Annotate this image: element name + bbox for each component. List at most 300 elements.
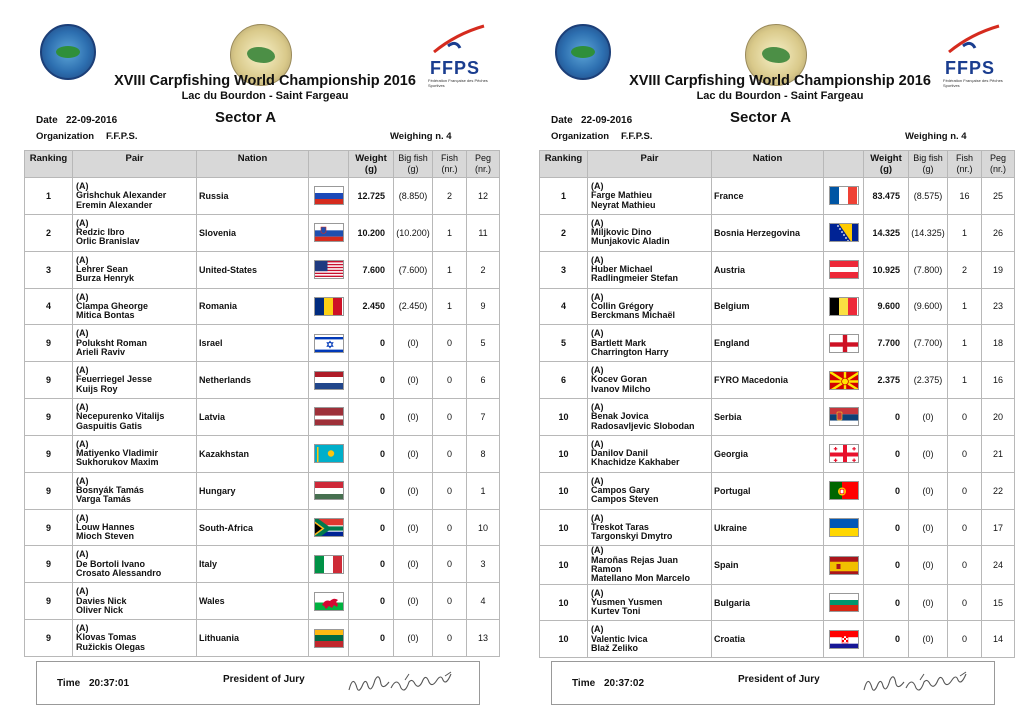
rank-cell: 4 xyxy=(540,288,588,325)
rank-cell: 10 xyxy=(540,546,588,584)
header-big-fish-unit: (g) xyxy=(922,164,934,174)
fish-count-cell: 1 xyxy=(948,214,982,251)
header-big-fish-label: Big fish xyxy=(398,153,428,163)
nation-cell: Ukraine xyxy=(712,509,824,546)
time-label: Time xyxy=(572,678,596,689)
flag-israel-icon xyxy=(314,334,344,353)
pair-angler-1: Poluksht Roman xyxy=(76,337,148,348)
organization-value: F.F.P.S. xyxy=(621,131,653,142)
fish-count-cell: 0 xyxy=(433,472,467,509)
table-row xyxy=(540,435,1015,472)
flag-cell xyxy=(824,251,864,288)
big-fish-cell: (0) xyxy=(394,399,433,436)
table-row xyxy=(25,509,500,546)
nation-cell: Bosnia Herzegovina xyxy=(712,214,824,251)
weight-cell: 0 xyxy=(864,621,909,658)
weight-cell: 83.475 xyxy=(864,178,909,215)
peg-cell: 8 xyxy=(467,435,500,472)
pair-cell xyxy=(588,399,712,436)
peg-cell: 12 xyxy=(467,178,500,215)
pair-sector: (A) xyxy=(591,180,604,191)
pair-cell xyxy=(588,546,712,584)
date-value: 22-09-2016 xyxy=(581,115,633,126)
flag-hungary-icon xyxy=(314,481,344,500)
peg-cell: 21 xyxy=(982,435,1015,472)
flag-cell xyxy=(824,362,864,399)
pair-cell xyxy=(73,178,197,215)
peg-cell: 20 xyxy=(982,399,1015,436)
pair-angler-2: Charrington Harry xyxy=(591,346,669,357)
weighing-number: Weighing n. 4 xyxy=(390,131,452,142)
weight-cell: 0 xyxy=(349,399,394,436)
pair-sector: (A) xyxy=(76,402,89,413)
rank-cell: 10 xyxy=(540,435,588,472)
peg-cell: 22 xyxy=(982,472,1015,509)
rank-cell: 4 xyxy=(25,288,73,325)
pair-angler-1: Treskot Taras xyxy=(591,521,649,532)
table-row xyxy=(540,214,1015,251)
nation-cell: Serbia xyxy=(712,399,824,436)
big-fish-cell: (0) xyxy=(909,472,948,509)
big-fish-cell: (0) xyxy=(394,620,433,657)
president-of-jury-label: President of Jury xyxy=(223,674,305,685)
pair-angler-2: Gaspuitis Gatis xyxy=(76,420,143,431)
page-title: XVIII Carpfishing World Championship 2016 xyxy=(629,73,931,89)
flag-cell xyxy=(309,472,349,509)
pair-angler-1: Miljkovic Dino xyxy=(591,227,652,238)
flag-cell xyxy=(824,509,864,546)
pair-sector: (A) xyxy=(591,365,604,376)
big-fish-cell: (0) xyxy=(909,399,948,436)
fish-count-cell: 0 xyxy=(948,509,982,546)
peg-cell: 24 xyxy=(982,546,1015,584)
peg-cell: 1 xyxy=(467,472,500,509)
nation-cell: Israel xyxy=(197,325,309,362)
pair-angler-2: Radlingmeier Stefan xyxy=(591,273,679,284)
weight-cell: 0 xyxy=(864,546,909,584)
flag-ukraine-icon xyxy=(829,518,859,537)
rank-cell: 1 xyxy=(540,178,588,215)
header-fish-unit: (nr.) xyxy=(441,164,458,174)
fish-count-cell: 0 xyxy=(948,399,982,436)
flag-cell xyxy=(824,399,864,436)
rank-cell: 9 xyxy=(25,472,73,509)
header-fish-unit: (nr.) xyxy=(956,164,973,174)
pair-sector: (A) xyxy=(591,328,604,339)
flag-macedonia-icon xyxy=(829,371,859,390)
nation-cell: Croatia xyxy=(712,621,824,658)
rank-cell: 3 xyxy=(25,251,73,288)
pair-angler-1: Collin Grégory xyxy=(591,300,654,311)
pair-angler-2: Khachidze Kakhaber xyxy=(591,457,680,468)
pair-angler-2: Sukhorukov Maxim xyxy=(76,457,159,468)
pair-sector: (A) xyxy=(76,623,89,634)
results-sheet-left xyxy=(0,0,497,723)
header-weight-label: Weight xyxy=(870,153,902,164)
nation-cell: United-States xyxy=(197,251,309,288)
weight-cell: 0 xyxy=(864,435,909,472)
flag-serbia-icon xyxy=(829,407,859,426)
fish-count-cell: 1 xyxy=(433,288,467,325)
peg-cell: 7 xyxy=(467,399,500,436)
nation-cell: Bulgaria xyxy=(712,584,824,621)
header-flag xyxy=(824,151,864,178)
header-peg-label: Peg xyxy=(474,153,491,163)
fish-count-cell: 16 xyxy=(948,178,982,215)
big-fish-cell: (7.600) xyxy=(394,251,433,288)
rank-cell: 5 xyxy=(540,325,588,362)
table-row xyxy=(540,325,1015,362)
pair-sector: (A) xyxy=(76,217,89,228)
pair-angler-1: Redzic Ibro xyxy=(76,227,125,238)
flag-cell xyxy=(309,620,349,657)
header-nation: Nation xyxy=(712,151,824,178)
nation-cell: France xyxy=(712,178,824,215)
pair-angler-2: Radosavljevic Slobodan xyxy=(591,420,695,431)
results-table xyxy=(24,150,500,657)
rank-cell: 9 xyxy=(25,362,73,399)
weight-cell: 7.600 xyxy=(349,251,394,288)
pair-sector: (A) xyxy=(76,586,89,597)
flag-cell xyxy=(824,178,864,215)
nation-cell: Slovenia xyxy=(197,214,309,251)
flag-cell xyxy=(824,546,864,584)
pair-cell xyxy=(588,509,712,546)
table-row xyxy=(25,435,500,472)
fish-count-cell: 0 xyxy=(433,435,467,472)
flag-lithuania-icon xyxy=(314,629,344,648)
nation-cell: Russia xyxy=(197,178,309,215)
table-row xyxy=(540,584,1015,621)
nation-cell: Hungary xyxy=(197,472,309,509)
pair-angler-1: Matiyenko Vladimir xyxy=(76,448,159,459)
nation-cell: Kazakhstan xyxy=(197,435,309,472)
peg-cell: 13 xyxy=(467,620,500,657)
flag-cell xyxy=(824,325,864,362)
weight-cell: 0 xyxy=(349,325,394,362)
pair-angler-1: Grishchuk Alexander xyxy=(76,190,167,201)
big-fish-cell: (2.450) xyxy=(394,288,433,325)
pair-cell xyxy=(588,214,712,251)
pair-angler-2: Ivanov Milcho xyxy=(591,383,651,394)
organization-label: Organization xyxy=(551,131,610,142)
pair-angler-2: Blaž Zeliko xyxy=(591,643,639,654)
page-subtitle: Lac du Bourdon - Saint Fargeau xyxy=(181,90,349,102)
pair-angler-1: Farge Mathieu xyxy=(591,190,653,201)
header-flag xyxy=(309,151,349,178)
peg-cell: 10 xyxy=(467,509,500,546)
pair-angler-2: Neyrat Mathieu xyxy=(591,199,656,210)
rank-cell: 9 xyxy=(25,509,73,546)
flag-bosnia-icon xyxy=(829,223,859,242)
nation-cell: Spain xyxy=(712,546,824,584)
header-weight-unit: (g) xyxy=(364,164,378,175)
nation-cell: Portugal xyxy=(712,472,824,509)
organization-label: Organization xyxy=(36,131,95,142)
pair-angler-1: Campos Gary xyxy=(591,485,650,496)
fish-count-cell: 1 xyxy=(433,214,467,251)
weight-cell: 2.450 xyxy=(349,288,394,325)
rank-cell: 2 xyxy=(540,214,588,251)
peg-cell: 4 xyxy=(467,583,500,620)
pair-cell xyxy=(73,620,197,657)
flag-cell xyxy=(309,214,349,251)
pair-sector: (A) xyxy=(591,402,604,413)
nation-cell: FYRO Macedonia xyxy=(712,362,824,399)
nation-cell: Latvia xyxy=(197,399,309,436)
pair-cell xyxy=(588,178,712,215)
championship-logo xyxy=(555,24,611,80)
fish-count-cell: 0 xyxy=(433,620,467,657)
time-value: 20:37:01 xyxy=(89,678,130,689)
flag-cell xyxy=(309,435,349,472)
flag-kazakhstan-icon xyxy=(314,444,344,463)
pair-cell xyxy=(588,325,712,362)
header-big-fish xyxy=(394,151,433,178)
flag-cell xyxy=(309,325,349,362)
big-fish-cell: (0) xyxy=(909,546,948,584)
weight-cell: 12.725 xyxy=(349,178,394,215)
fish-count-cell: 2 xyxy=(433,178,467,215)
rank-cell: 3 xyxy=(540,251,588,288)
rank-cell: 10 xyxy=(540,584,588,621)
table-row xyxy=(25,472,500,509)
rank-cell: 10 xyxy=(540,472,588,509)
flag-italy-icon xyxy=(314,555,344,574)
flag-cell xyxy=(824,288,864,325)
table-row xyxy=(25,288,500,325)
pair-angler-1: Bartlett Mark xyxy=(591,337,647,348)
header-peg xyxy=(467,151,500,178)
flag-georgia-icon xyxy=(829,444,859,463)
nation-cell: Netherlands xyxy=(197,362,309,399)
pair-cell xyxy=(73,214,197,251)
pair-sector: (A) xyxy=(591,438,604,449)
header-big-fish-unit: (g) xyxy=(407,164,419,174)
big-fish-cell: (2.375) xyxy=(909,362,948,399)
pair-angler-2: Targonskyi Dmytro xyxy=(591,531,673,542)
table-row xyxy=(25,214,500,251)
header-ranking: Ranking xyxy=(540,151,588,178)
flag-cell xyxy=(824,472,864,509)
weight-cell: 0 xyxy=(864,399,909,436)
pair-angler-1: Yusmen Yusmen xyxy=(591,596,663,607)
pair-cell xyxy=(73,509,197,546)
weight-cell: 0 xyxy=(349,509,394,546)
table-row xyxy=(25,620,500,657)
header-big-fish xyxy=(909,151,948,178)
pair-cell xyxy=(73,472,197,509)
pair-sector: (A) xyxy=(76,291,89,302)
pair-sector: (A) xyxy=(591,291,604,302)
peg-cell: 25 xyxy=(982,178,1015,215)
big-fish-cell: (14.325) xyxy=(909,214,948,251)
rank-cell: 9 xyxy=(25,325,73,362)
signature-icon xyxy=(345,668,469,700)
pair-angler-1: Feuerriegel Jesse xyxy=(76,374,153,385)
weight-cell: 0 xyxy=(864,584,909,621)
pair-angler-2: Matellano Mon Marcelo xyxy=(591,573,691,584)
weight-cell: 0 xyxy=(349,620,394,657)
header-peg-label: Peg xyxy=(989,153,1006,163)
table-row xyxy=(540,362,1015,399)
pair-angler-2: Kurtev Toni xyxy=(591,606,641,617)
pair-sector: (A) xyxy=(76,365,89,376)
table-row xyxy=(25,251,500,288)
header-big-fish-label: Big fish xyxy=(913,153,943,163)
nation-cell: Italy xyxy=(197,546,309,583)
flag-bulgaria-icon xyxy=(829,593,859,612)
pair-cell xyxy=(73,546,197,583)
table-row xyxy=(25,546,500,583)
pair-angler-2: Mitica Bontas xyxy=(76,310,135,321)
nation-cell: Wales xyxy=(197,583,309,620)
table-header-row xyxy=(25,151,500,178)
weight-cell: 0 xyxy=(349,435,394,472)
big-fish-cell: (7.700) xyxy=(909,325,948,362)
page-subtitle: Lac du Bourdon - Saint Fargeau xyxy=(696,90,864,102)
peg-cell: 16 xyxy=(982,362,1015,399)
pair-angler-2: Ružickis Olegas xyxy=(76,641,146,652)
big-fish-cell: (8.575) xyxy=(909,178,948,215)
pair-sector: (A) xyxy=(591,475,604,486)
table-row xyxy=(25,583,500,620)
flag-cell xyxy=(309,399,349,436)
date-label: Date xyxy=(36,115,58,126)
flag-cell xyxy=(309,509,349,546)
pair-angler-1: Davies Nick xyxy=(76,595,127,606)
pair-sector: (A) xyxy=(76,549,89,560)
big-fish-cell: (0) xyxy=(394,546,433,583)
flag-latvia-icon xyxy=(314,407,344,426)
pair-angler-2: Crosato Alessandro xyxy=(76,568,162,578)
peg-cell: 15 xyxy=(982,584,1015,621)
peg-cell: 2 xyxy=(467,251,500,288)
big-fish-cell: (0) xyxy=(394,509,433,546)
pair-sector: (A) xyxy=(76,512,89,523)
weight-cell: 14.325 xyxy=(864,214,909,251)
pair-sector: (A) xyxy=(591,587,604,598)
peg-cell: 14 xyxy=(982,621,1015,658)
nation-cell: Lithuania xyxy=(197,620,309,657)
pair-cell xyxy=(588,362,712,399)
pair-cell xyxy=(73,251,197,288)
pair-angler-2: Oliver Nick xyxy=(76,604,124,615)
flag-cell xyxy=(309,178,349,215)
rank-cell: 9 xyxy=(25,583,73,620)
flag-portugal-icon xyxy=(829,481,859,500)
pair-angler-1: Kocev Goran xyxy=(591,374,648,385)
big-fish-cell: (0) xyxy=(909,435,948,472)
president-of-jury-label: President of Jury xyxy=(738,674,820,685)
flag-austria-icon xyxy=(829,260,859,279)
pair-cell xyxy=(588,584,712,621)
table-row xyxy=(540,251,1015,288)
big-fish-cell: (0) xyxy=(909,621,948,658)
pair-angler-1: Necepurenko Vitalijs xyxy=(76,411,165,422)
weight-cell: 9.600 xyxy=(864,288,909,325)
pair-cell xyxy=(588,435,712,472)
table-row xyxy=(540,178,1015,215)
pair-angler-1: Clampa Gheorge xyxy=(76,300,149,311)
flag-cell xyxy=(309,583,349,620)
flag-cell xyxy=(824,435,864,472)
flag-wales-icon xyxy=(314,592,344,611)
rank-cell: 9 xyxy=(25,620,73,657)
big-fish-cell: (8.850) xyxy=(394,178,433,215)
pair-angler-2: Kuijs Roy xyxy=(76,383,118,394)
flag-cell xyxy=(824,214,864,251)
sector-heading: Sector A xyxy=(215,109,277,126)
championship-logo xyxy=(40,24,96,80)
pair-angler-1: Lehrer Sean xyxy=(76,263,129,274)
page-title: XVIII Carpfishing World Championship 2016 xyxy=(114,73,416,89)
signature-footer xyxy=(551,661,995,705)
fish-count-cell: 0 xyxy=(948,435,982,472)
header-pair: Pair xyxy=(73,151,197,178)
table-row xyxy=(540,546,1015,584)
results-table xyxy=(539,150,1015,658)
pair-angler-2: Mioch Steven xyxy=(76,531,135,542)
peg-cell: 11 xyxy=(467,214,500,251)
pair-cell xyxy=(73,362,197,399)
pair-sector: (A) xyxy=(591,217,604,228)
table-row xyxy=(540,399,1015,436)
pair-sector: (A) xyxy=(76,438,89,449)
fish-count-cell: 0 xyxy=(433,399,467,436)
flag-romania-icon xyxy=(314,297,344,316)
header-pair: Pair xyxy=(588,151,712,178)
big-fish-cell: (7.800) xyxy=(909,251,948,288)
pair-sector: (A) xyxy=(76,475,89,486)
signature-footer xyxy=(36,661,480,705)
nation-cell: England xyxy=(712,325,824,362)
rank-cell: 10 xyxy=(540,399,588,436)
pair-angler-1: Maroñas Rejas Juan Ramon xyxy=(591,554,679,575)
header-weight-unit: (g) xyxy=(879,164,893,175)
flag-usa-icon xyxy=(314,260,344,279)
pair-cell xyxy=(73,288,197,325)
fish-count-cell: 0 xyxy=(948,472,982,509)
weight-cell: 0 xyxy=(864,509,909,546)
pair-angler-2: Burza Henryk xyxy=(76,273,135,284)
flag-cell xyxy=(309,362,349,399)
flag-croatia-icon xyxy=(829,630,859,649)
organization-value: F.F.P.S. xyxy=(106,131,138,142)
big-fish-cell: (0) xyxy=(394,362,433,399)
pair-cell xyxy=(73,583,197,620)
pair-cell xyxy=(73,435,197,472)
header-fish xyxy=(433,151,467,178)
pair-cell xyxy=(588,621,712,658)
ffps-logo-subtext: Fédération Française des Pêches Sportives xyxy=(428,78,488,88)
peg-cell: 23 xyxy=(982,288,1015,325)
pair-angler-2: Varga Tamás xyxy=(76,494,131,505)
pair-angler-1: De Bortoli Ivano xyxy=(76,558,146,569)
pair-angler-1: Huber Michael xyxy=(591,263,653,274)
flag-cell xyxy=(309,251,349,288)
big-fish-cell: (0) xyxy=(394,472,433,509)
pair-angler-1: Klovas Tomas xyxy=(76,632,137,643)
pair-angler-1: Louw Hannes xyxy=(76,521,135,532)
pair-sector: (A) xyxy=(591,254,604,265)
header-weight xyxy=(864,151,909,178)
table-row xyxy=(540,472,1015,509)
flag-france-icon xyxy=(829,186,859,205)
pair-angler-2: Berckmans Michaël xyxy=(591,310,676,321)
weight-cell: 0 xyxy=(349,472,394,509)
nation-cell: Romania xyxy=(197,288,309,325)
